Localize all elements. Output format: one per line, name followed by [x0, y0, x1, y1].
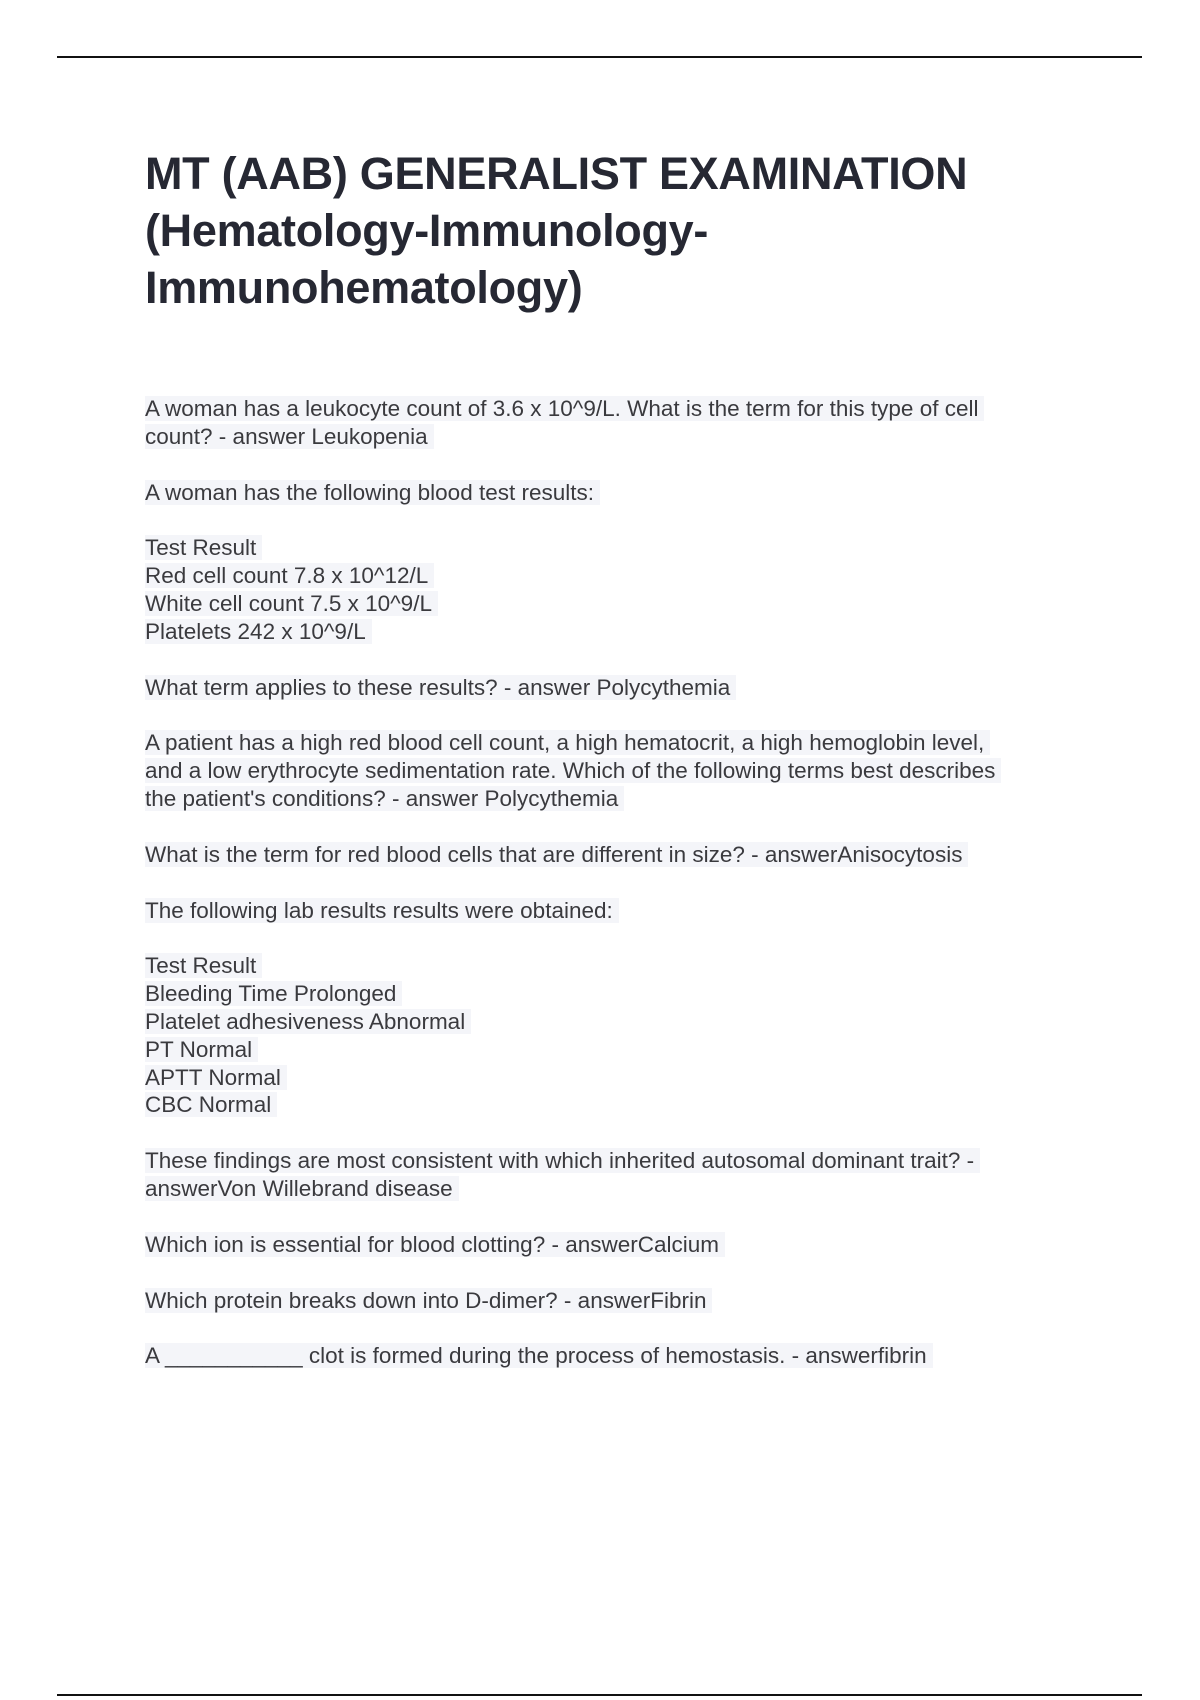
document-title [145, 145, 967, 316]
text-line [145, 729, 1105, 757]
text-line-content: Red cell count 7.8 x 10^12/L [145, 563, 434, 588]
text-line [145, 1064, 1105, 1092]
text-line-content: Which protein breaks down into D-dimer? - answerFibrin [145, 1288, 712, 1313]
text-line-content: What term applies to these results? - answer Polycythemia [145, 675, 736, 700]
title-line: MT (AAB) GENERALIST EXAMINATION [145, 148, 968, 199]
title-line: (Hematology-Immunology- [145, 205, 709, 256]
question-paragraph [145, 1147, 1105, 1203]
question-paragraph [145, 534, 1105, 645]
text-line-content: A ___________ clot is formed during the process of hemostasis. - answerfibrin [145, 1343, 933, 1368]
text-line-content: A patient has a high red blood cell count, a high hematocrit, a high hemoglobin level, [145, 730, 990, 755]
text-line [145, 1231, 1105, 1259]
text-line [145, 534, 1105, 562]
text-line-content: These findings are most consistent with which inherited autosomal dominant trait? - [145, 1148, 980, 1173]
text-line [145, 1287, 1105, 1315]
text-line [145, 1342, 1105, 1370]
text-line [145, 562, 1105, 590]
footer-rule [57, 1694, 1142, 1696]
text-line [145, 757, 1105, 785]
text-line-content: the patient's conditions? - answer Polycythemia [145, 786, 624, 811]
text-line-content: and a low erythrocyte sedimentation rate. Which of the following terms best describes [145, 758, 1001, 783]
title-line: Immunohematology) [145, 262, 583, 313]
text-line-content: Test Result [145, 535, 262, 560]
text-line-content: A woman has a leukocyte count of 3.6 x 10^9/L. What is the term for this type of cell [145, 396, 984, 421]
question-paragraph [145, 729, 1105, 812]
header-rule [57, 56, 1142, 58]
question-paragraph [145, 674, 1105, 702]
text-line [145, 423, 1105, 451]
text-line [145, 479, 1105, 507]
question-paragraph [145, 1342, 1105, 1370]
text-line [145, 1091, 1105, 1119]
text-line-content: Test Result [145, 953, 262, 978]
question-paragraph [145, 841, 1105, 869]
text-line-content: The following lab results results were obtained: [145, 898, 619, 923]
question-paragraph [145, 952, 1105, 1119]
question-paragraph [145, 1287, 1105, 1315]
text-line-content: What is the term for red blood cells that are different in size? - answerAnisocytosis [145, 842, 968, 867]
text-line [145, 1147, 1105, 1175]
text-line [145, 785, 1105, 813]
text-line [145, 897, 1105, 925]
text-line-content: A woman has the following blood test results: [145, 480, 600, 505]
text-line [145, 841, 1105, 869]
text-line-content: Which ion is essential for blood clotting? - answerCalcium [145, 1232, 725, 1257]
question-paragraph [145, 395, 1105, 451]
text-line-content: answerVon Willebrand disease [145, 1176, 459, 1201]
question-paragraph [145, 1231, 1105, 1259]
question-paragraph [145, 479, 1105, 507]
question-paragraph [145, 897, 1105, 925]
text-line-content: APTT Normal [145, 1065, 287, 1090]
question-list [145, 395, 1105, 1398]
text-line [145, 674, 1105, 702]
text-line [145, 590, 1105, 618]
text-line-content: count? - answer Leukopenia [145, 424, 434, 449]
text-line [145, 1036, 1105, 1064]
text-line [145, 1175, 1105, 1203]
text-line-content: PT Normal [145, 1037, 258, 1062]
text-line [145, 395, 1105, 423]
text-line [145, 980, 1105, 1008]
text-line-content: Platelets 242 x 10^9/L [145, 619, 372, 644]
text-line-content: White cell count 7.5 x 10^9/L [145, 591, 438, 616]
text-line-content: CBC Normal [145, 1092, 277, 1117]
text-line-content: Bleeding Time Prolonged [145, 981, 402, 1006]
text-line [145, 1008, 1105, 1036]
text-line-content: Platelet adhesiveness Abnormal [145, 1009, 471, 1034]
text-line [145, 618, 1105, 646]
text-line [145, 952, 1105, 980]
